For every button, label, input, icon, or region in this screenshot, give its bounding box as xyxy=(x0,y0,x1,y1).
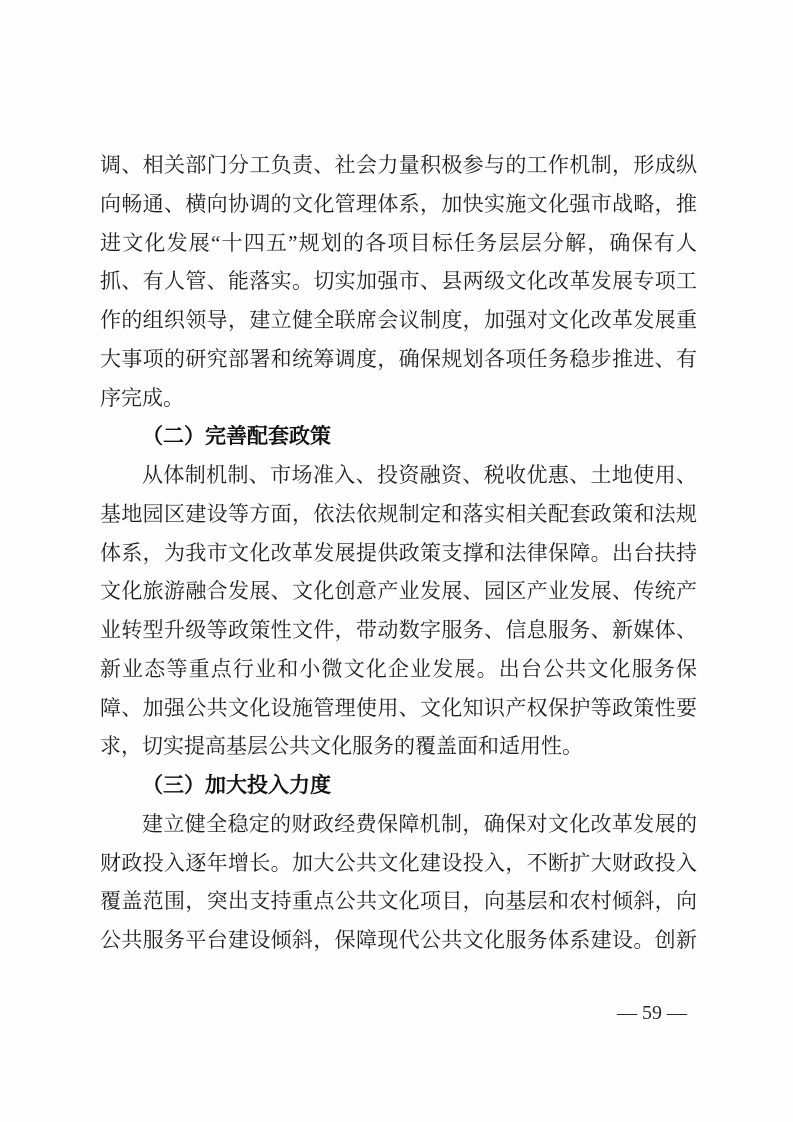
body-line: 业转型升级等政策性文件，带动数字服务、信息服务、新媒体、 xyxy=(100,618,697,642)
body-line: 从体制机制、市场准入、投资融资、税收优惠、土地使用、 xyxy=(142,463,697,487)
body-line: 序完成。 xyxy=(100,385,184,410)
section-heading-2: （二）完善配套政策 xyxy=(142,424,331,449)
body-line: 基地园区建设等方面，依法依规制定和落实相关配套政策和法规 xyxy=(100,501,697,526)
document-body xyxy=(100,146,697,960)
body-line: 大事项的研究部署和统筹调度，确保规划各项任务稳步推进、有 xyxy=(100,346,697,371)
body-line: 建立健全稳定的财政经费保障机制，确保对文化改革发展的 xyxy=(142,811,697,836)
page-number: — 59 — xyxy=(617,1002,687,1024)
section-heading-3: （三）加大投入力度 xyxy=(142,773,331,797)
body-line: 财政投入逐年增长。加大公共文化建设投入，不断扩大财政投入 xyxy=(100,850,697,875)
body-line: 抓、有人管、能落实。切实加强市、县两级文化改革发展专项工 xyxy=(100,269,697,294)
body-line: 公共服务平台建设倾斜，保障现代公共文化服务体系建设。创新 xyxy=(100,928,697,952)
body-line: 向畅通、横向协调的文化管理体系，加快实施文化强市战略，推 xyxy=(100,191,697,216)
body-line: 覆盖范围，突出支持重点公共文化项目，向基层和农村倾斜，向 xyxy=(100,889,697,914)
body-line: 调、相关部门分工负责、社会力量积极参与的工作机制，形成纵 xyxy=(100,153,697,177)
body-line: 新业态等重点行业和小微文化企业发展。出台公共文化服务保 xyxy=(100,656,697,681)
body-line: 进文化发展“十四五”规划的各项目标任务层层分解，确保有人 xyxy=(100,230,697,255)
body-line: 作的组织领导，建立健全联席会议制度，加强对文化改革发展重 xyxy=(100,308,697,332)
body-line: 体系，为我市文化改革发展提供政策支撑和法律保障。出台扶持 xyxy=(100,540,697,565)
body-line: 文化旅游融合发展、文化创意产业发展、园区产业发展、传统产 xyxy=(100,579,697,604)
body-line: 求，切实提高基层公共文化服务的覆盖面和适用性。 xyxy=(100,734,583,759)
body-line: 障、加强公共文化设施管理使用、文化知识产权保护等政策性要 xyxy=(100,695,697,720)
